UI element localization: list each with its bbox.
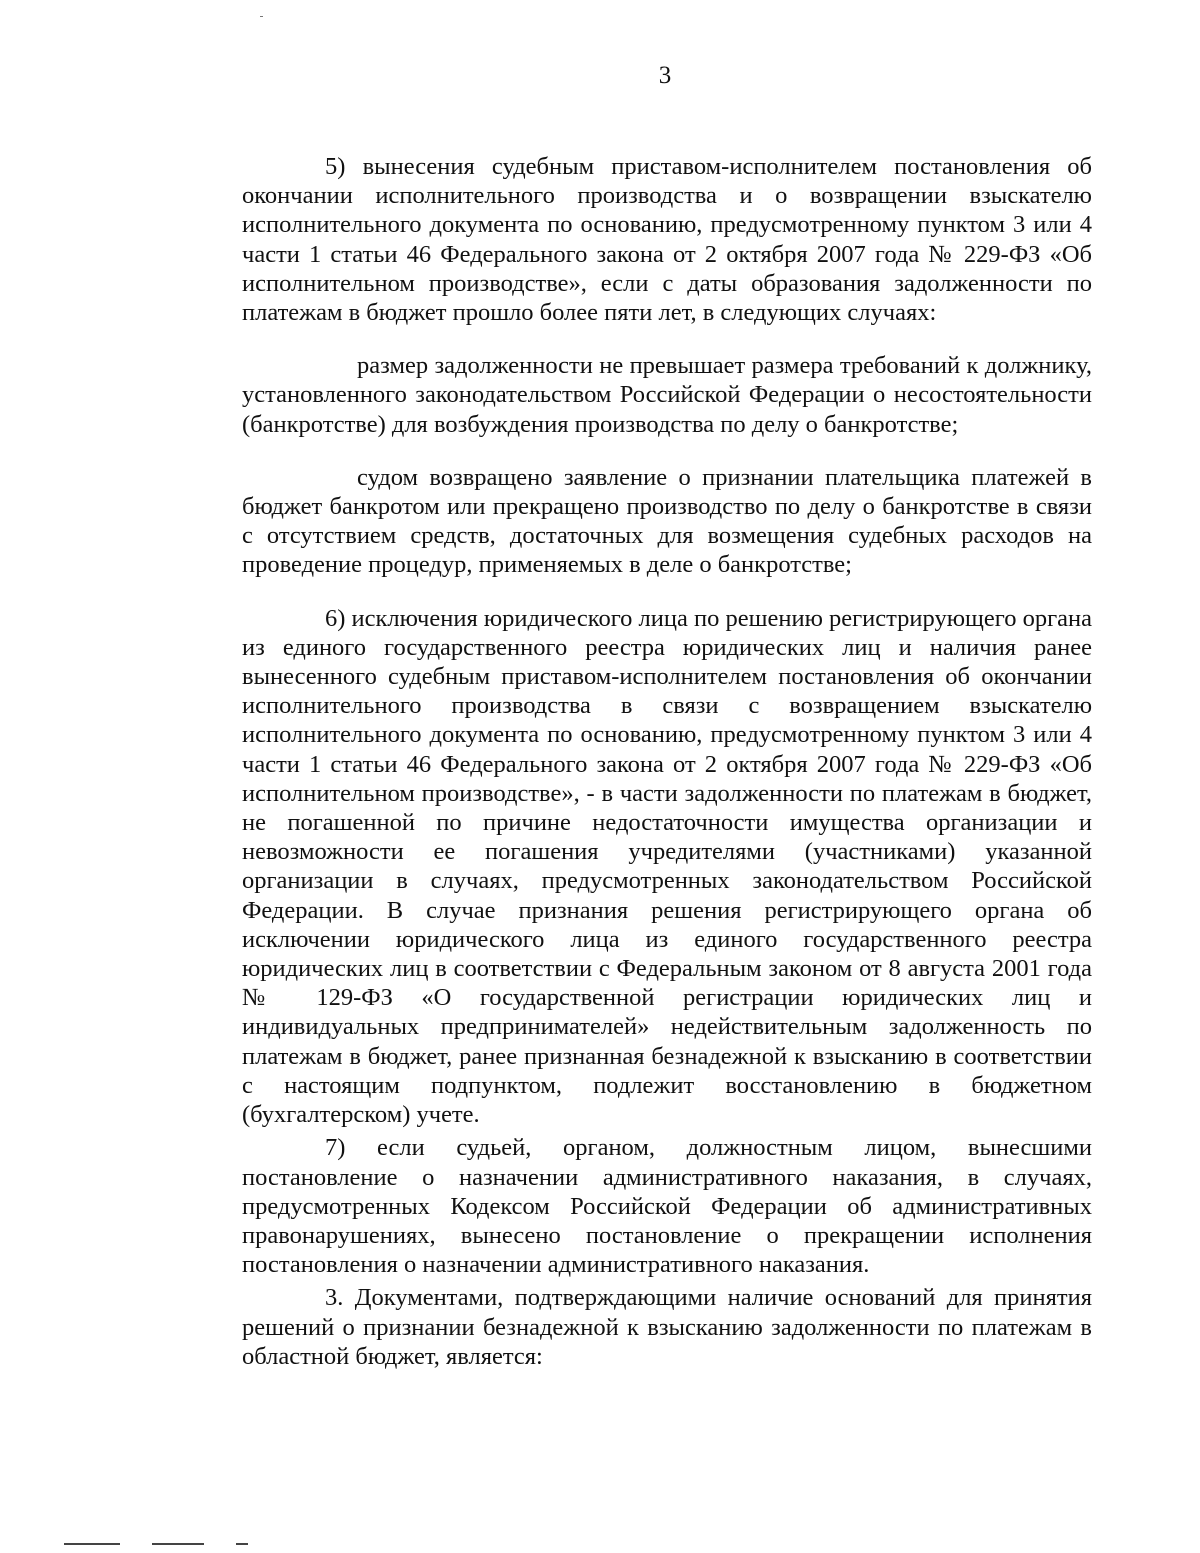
paragraph-item-7: 7) если судьей, органом, должностным лицом, вынесшими постановление о назначении административного наказания, в случаях, предусмотренных Кодексом Российской Федерации об административных правонарушениях, вынесено постановление о прекращении исполнения постановления о назначении административного наказания. bbox=[242, 1134, 1092, 1279]
paragraph-section-3: 3. Документами, подтверждающими наличие оснований для принятия решений о признании безнадежной к взысканию задолженности по платежам в областной бюджет, является: bbox=[242, 1284, 1092, 1370]
paragraph-item-5: 5) вынесения судебным приставом-исполнителем постановления об окончании исполнительного производства и о возвращении взыскателю исполнительного документа по основанию, предусмотренному пунктом 3 или 4 части 1 статьи 46 Федерального закона от 2 октября 2007 года № 229-ФЗ «Об исполнительном производстве», если с даты образования задолженности по платежам в бюджет прошло более пяти лет, в следующих случаях: bbox=[242, 153, 1092, 327]
page-number: 3 bbox=[658, 62, 672, 89]
paragraph-bankruptcy-return-condition: судом возвращено заявление о признании плательщика платежей в бюджет банкротом или прекращено производство по делу о банкротстве в связи с отсутствием средств, достаточных для возмещения судебных расходов на проведение процедур, применяемых в деле о банкротстве; bbox=[242, 463, 1092, 579]
scan-artifact-line bbox=[236, 1543, 248, 1545]
paragraph-debt-size-condition: размер задолженности не превышает размера требований к должнику, установленного законодательством Российской Федерации о несостоятельности (банкротстве) для возбуждения производства по делу о банкротстве; bbox=[242, 352, 1092, 438]
scan-artifact-line bbox=[152, 1543, 204, 1545]
scan-artifact-dot bbox=[260, 16, 263, 17]
document-body bbox=[242, 152, 1092, 1371]
paragraph-item-6: 6) исключения юридического лица по решению регистрирующего органа из единого государственного реестра юридических лиц и наличия ранее вынесенного судебным приставом-исполнителем постановления об окончании исполнительного производства в связи с возвращением взыскателю исполнительного документа по основанию, предусмотренному пунктом 3 или 4 части 1 статьи 46 Федерального закона от 2 октября 2007 года № 229-ФЗ «Об исполнительном производстве», - в части задолженности по платежам в бюджет, не погашенной по причине недостаточности имущества организации и невозможности ее погашения учредителями (участниками) указанной организации в случаях, предусмотренных законодательством Российской Федерации. В случае признания решения регистрирующего органа об исключении юридического лица из единого государственного реестра юридических лиц в соответствии с Федеральным законом от 8 августа 2001 года № 129-ФЗ «О государственной регистрации юридических лиц и индивидуальных предпринимателей» недействительным задолженность по платежам в бюджет, ранее признанная безнадежной к взысканию в соответствии с настоящим подпунктом, подлежит восстановлению в бюджетном (бухгалтерском) учете. bbox=[242, 604, 1092, 1129]
scan-artifact-line bbox=[64, 1543, 120, 1545]
